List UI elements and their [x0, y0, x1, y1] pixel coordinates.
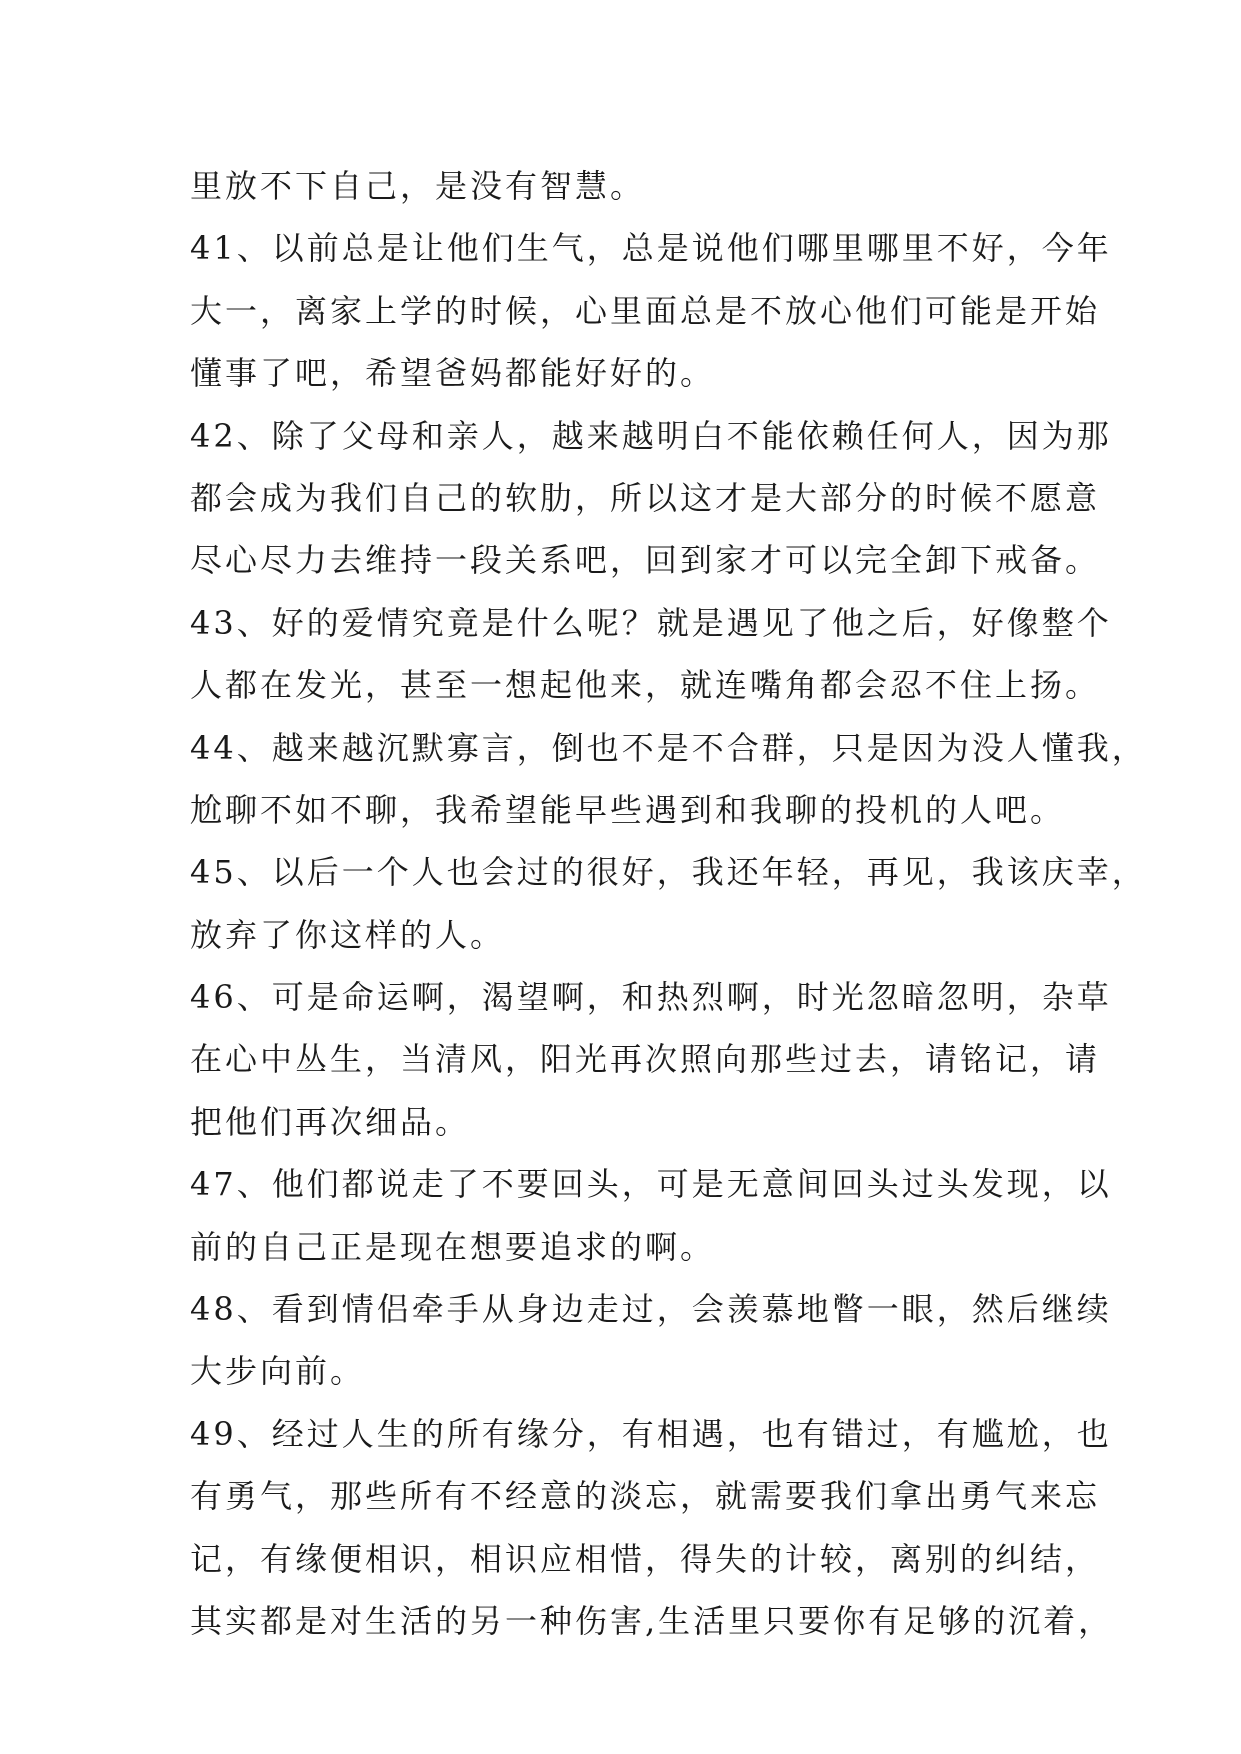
text-line: 43、好的爱情究竟是什么呢？就是遇见了他之后，好像整个	[190, 603, 1112, 642]
text-line: 45、以后一个人也会过的很好，我还年轻，再见，我该庆幸，	[190, 853, 1147, 892]
text-line: 人都在发光，甚至一想起他来，就连嘴角都会忍不住上扬。	[190, 666, 1101, 705]
text-line: 懂事了吧，希望爸妈都能好好的。	[190, 354, 716, 393]
text-line: 42、除了父母和亲人，越来越明白不能依赖任何人，因为那	[190, 416, 1112, 455]
text-line: 41、以前总是让他们生气，总是说他们哪里哪里不好，今年	[190, 229, 1112, 268]
text-line: 其实都是对生活的另一种伤害,生活里只要你有足够的沉着，	[190, 1601, 1114, 1640]
text-line: 大步向前。	[190, 1352, 366, 1391]
text-line: 把他们再次细品。	[190, 1102, 471, 1141]
text-line: 44、越来越沉默寡言，倒也不是不合群，只是因为没人懂我，	[190, 728, 1147, 767]
text-line: 有勇气，那些所有不经意的淡忘，就需要我们拿出勇气来忘	[190, 1477, 1101, 1516]
text-line: 里放不下自己，是没有智慧。	[190, 167, 646, 205]
text-line: 47、他们都说走了不要回头，可是无意间回头过头发现，以	[190, 1165, 1112, 1204]
text-line: 尬聊不如不聊，我希望能早些遇到和我聊的投机的人吧。	[190, 790, 1066, 829]
text-line: 48、看到情侣牵手从身边走过，会羡慕地瞥一眼，然后继续	[190, 1290, 1112, 1329]
text-line: 尽心尽力去维持一段关系吧，回到家才可以完全卸下戒备。	[190, 541, 1101, 580]
text-line: 大一，离家上学的时候，心里面总是不放心他们可能是开始	[190, 291, 1101, 330]
text-line: 在心中丛生，当清风，阳光再次照向那些过去，请铭记，请	[190, 1040, 1101, 1079]
text-line: 放弃了你这样的人。	[190, 915, 506, 954]
text-line: 46、可是命运啊，渴望啊，和热烈啊，时光忽暗忽明，杂草	[190, 978, 1112, 1017]
text-line: 49、经过人生的所有缘分，有相遇，也有错过，有尴尬，也	[190, 1414, 1112, 1453]
text-line: 记，有缘便相识，相识应相惜，得失的计较，离别的纠结，	[190, 1539, 1101, 1578]
document-body	[190, 155, 1147, 1652]
text-line: 都会成为我们自己的软肋，所以这才是大部分的时候不愿意	[190, 478, 1101, 517]
text-line: 前的自己正是现在想要追求的啊。	[190, 1227, 716, 1266]
